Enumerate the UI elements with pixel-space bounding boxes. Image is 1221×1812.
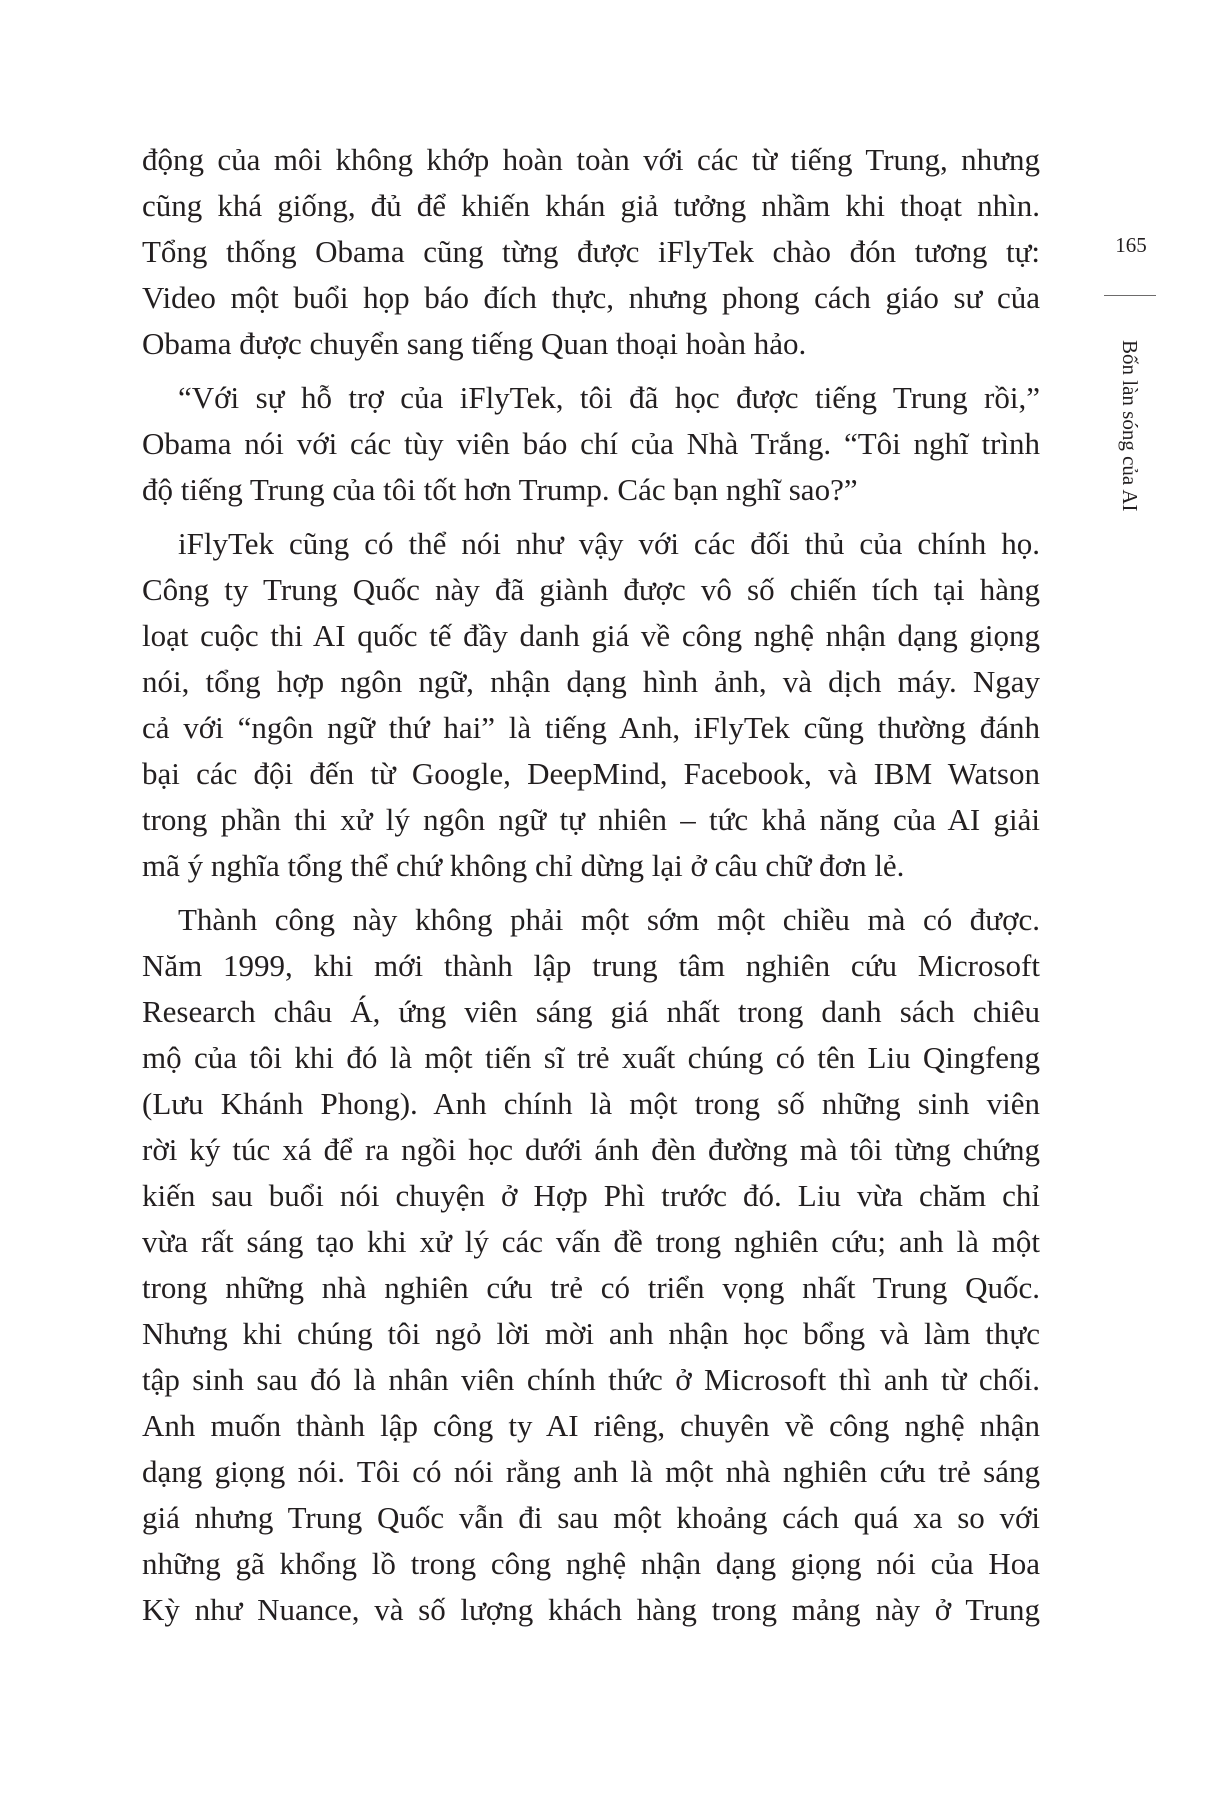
text-line: những gã khổng lồ trong công nghệ nhận dạng giọng nói của Hoa: [142, 1546, 1040, 1581]
running-head-chapter-title: Bốn làn sóng của AI: [1118, 340, 1142, 512]
body-text: [142, 137, 1040, 1641]
text-line: bại các đội đến từ Google, DeepMind, Facebook, và IBM Watson: [142, 756, 1040, 791]
text-line: Obama được chuyển sang tiếng Quan thoại hoàn hảo.: [142, 326, 807, 361]
text-line: mã ý nghĩa tổng thể chứ không chỉ dừng lại ở câu chữ đơn lẻ.: [142, 848, 905, 883]
text-line: trong phần thi xử lý ngôn ngữ tự nhiên – tức khả năng của AI giải: [142, 802, 1040, 837]
text-line: tập sinh sau đó là nhân viên chính thức ở Microsoft thì anh từ chối.: [142, 1362, 1040, 1397]
text-line: nói, tổng hợp ngôn ngữ, nhận dạng hình ảnh, và dịch máy. Ngay: [142, 664, 1040, 699]
text-line: loạt cuộc thi AI quốc tế đầy danh giá về công nghệ nhận dạng giọng: [142, 618, 1040, 653]
text-line: Kỳ như Nuance, và số lượng khách hàng trong mảng này ở Trung: [142, 1592, 1040, 1627]
text-line: trong những nhà nghiên cứu trẻ có triển vọng nhất Trung Quốc.: [142, 1270, 1040, 1305]
text-line: cả với “ngôn ngữ thứ hai” là tiếng Anh, iFlyTek cũng thường đánh: [142, 710, 1040, 745]
text-line: mộ của tôi khi đó là một tiến sĩ trẻ xuất chúng có tên Liu Qingfeng: [142, 1040, 1040, 1075]
text-line: giá nhưng Trung Quốc vẫn đi sau một khoảng cách quá xa so với: [142, 1500, 1040, 1535]
text-line: Tổng thống Obama cũng từng được iFlyTek chào đón tương tự:: [142, 234, 1040, 269]
text-line: “Với sự hỗ trợ của iFlyTek, tôi đã học được tiếng Trung rồi,”: [178, 380, 1040, 415]
text-line: iFlyTek cũng có thể nói như vậy với các đối thủ của chính họ.: [178, 526, 1040, 561]
text-line: Thành công này không phải một sớm một chiều mà có được.: [178, 902, 1040, 937]
text-line: (Lưu Khánh Phong). Anh chính là một trong số những sinh viên: [142, 1086, 1040, 1121]
text-line: kiến sau buổi nói chuyện ở Hợp Phì trước đó. Liu vừa chăm chỉ: [142, 1178, 1040, 1213]
paragraph-2: [142, 375, 1040, 513]
text-line: Anh muốn thành lập công ty AI riêng, chuyên về công nghệ nhận: [142, 1408, 1040, 1443]
text-line: Năm 1999, khi mới thành lập trung tâm nghiên cứu Microsoft: [142, 948, 1040, 983]
text-line: Video một buổi họp báo đích thực, nhưng phong cách giáo sư của: [142, 280, 1040, 315]
text-line: vừa rất sáng tạo khi xử lý các vấn đề trong nghiên cứu; anh là một: [142, 1224, 1040, 1259]
text-line: Research châu Á, ứng viên sáng giá nhất trong danh sách chiêu: [142, 994, 1040, 1029]
text-line: Công ty Trung Quốc này đã giành được vô số chiến tích tại hàng: [142, 572, 1040, 607]
paragraph-4: [142, 897, 1040, 1633]
paragraph-3: [142, 521, 1040, 889]
text-line: Nhưng khi chúng tôi ngỏ lời mời anh nhận học bổng và làm thực: [142, 1316, 1040, 1351]
page-number: 165: [1115, 233, 1147, 257]
text-line: rời ký túc xá để ra ngồi học dưới ánh đèn đường mà tôi từng chứng: [142, 1132, 1040, 1167]
text-line: động của môi không khớp hoàn toàn với các từ tiếng Trung, nhưng: [142, 142, 1040, 177]
text-line: dạng giọng nói. Tôi có nói rằng anh là một nhà nghiên cứu trẻ sáng: [142, 1454, 1040, 1489]
text-line: độ tiếng Trung của tôi tốt hơn Trump. Các bạn nghĩ sao?”: [142, 472, 858, 507]
folio-divider: [1104, 295, 1156, 296]
paragraph-1: [142, 137, 1040, 367]
text-line: cũng khá giống, đủ để khiến khán giả tưởng nhầm khi thoạt nhìn.: [142, 188, 1040, 223]
text-line: Obama nói với các tùy viên báo chí của Nhà Trắng. “Tôi nghĩ trình: [142, 426, 1040, 461]
